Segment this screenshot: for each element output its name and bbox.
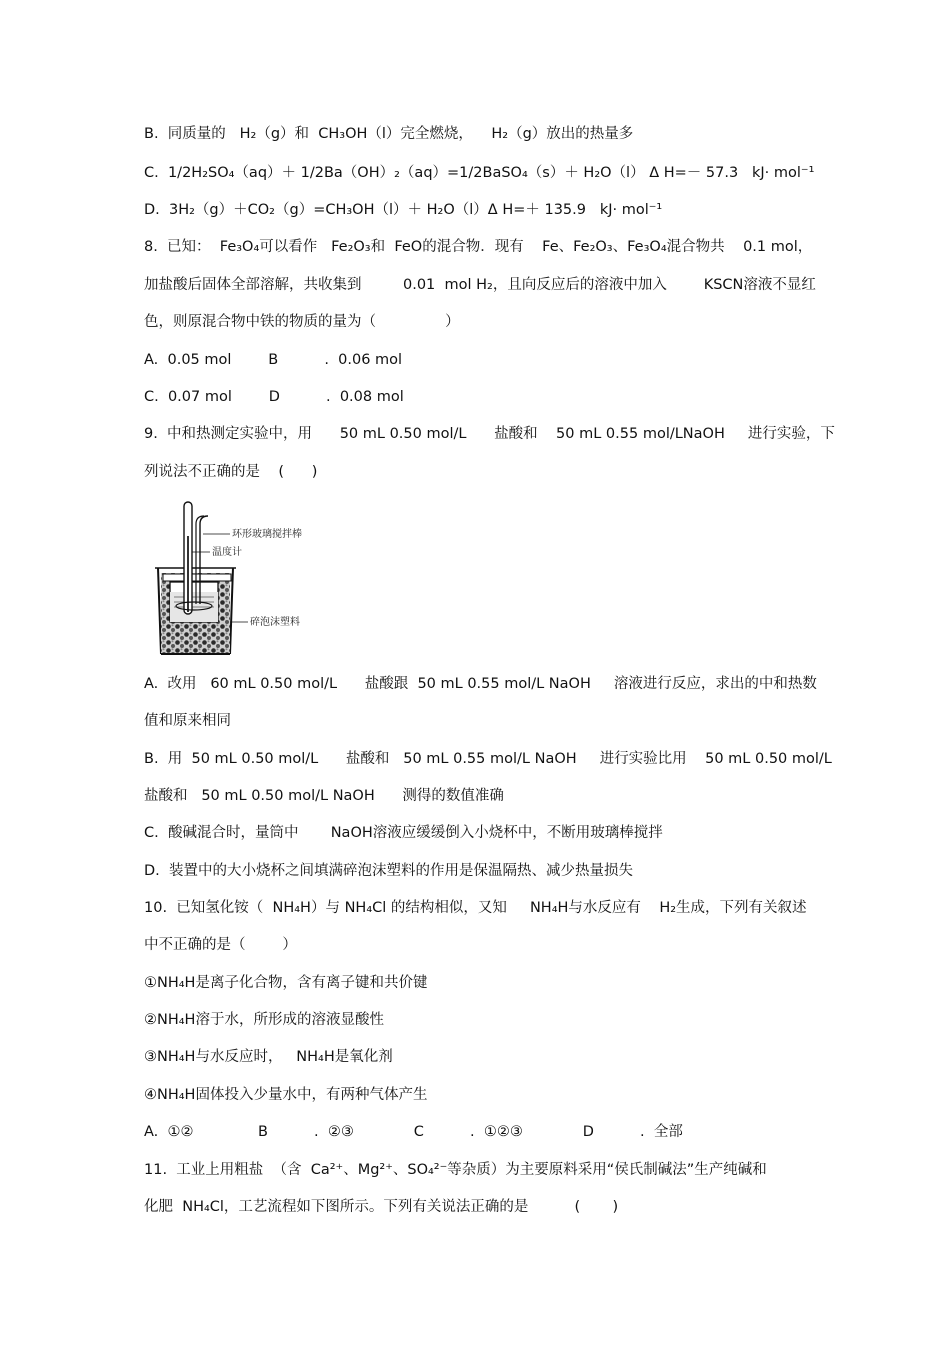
- q8-options-cd: C. 0.07 mol D . 0.08 mol: [144, 389, 404, 405]
- q9-stem-line1: 9. 中和热测定实验中，用 50 mL 0.50 mol/L 盐酸和 50 mL 0.55 mol/LNaOH 进行实验，下: [144, 426, 835, 442]
- q10-statement-2: ②NH₄H溶于水，所形成的溶液显酸性: [144, 1012, 384, 1028]
- thermometer: [184, 502, 192, 614]
- q10-stem-line1: 10. 已知氢化铵（ NH₄H）与 NH₄Cl 的结构相似，又知 NH₄H与水反应有 H₂生成，下列有关叙述: [144, 900, 807, 916]
- q9-option-b-line1: B. 用 50 mL 0.50 mol/L 盐酸和 50 mL 0.55 mol/L NaOH 进行实验比用 50 mL 0.50 mol/L: [144, 751, 832, 767]
- q7-option-b: B. 同质量的 H₂（g）和 CH₃OH（l）完全燃烧， H₂（g）放出的热量多: [144, 126, 634, 142]
- q10-statement-3: ③NH₄H与水反应时， NH₄H是氧化剂: [144, 1049, 393, 1065]
- label-foam: 碎泡沫塑料: [250, 617, 300, 628]
- q10-statement-4: ④NH₄H固体投入少量水中，有两种气体产生: [144, 1087, 428, 1103]
- lid: [163, 574, 231, 581]
- q10-statement-1: ①NH₄H是离子化合物，含有离子键和共价键: [144, 975, 428, 991]
- q9-option-c: C. 酸碱混合时，量筒中 NaOH溶液应缓缓倒入小烧杯中，不断用玻璃棒搅拌: [144, 825, 663, 841]
- q9-option-a-line1: A. 改用 60 mL 0.50 mol/L 盐酸跟 50 mL 0.55 mol/L NaOH 溶液进行反应，求出的中和热数: [144, 676, 817, 692]
- label-stirrer: 环形玻璃搅拌棒: [232, 529, 302, 540]
- q8-stem-line2: 加盐酸后固体全部溶解，共收集到 0.01 mol H₂，且向反应后的溶液中加入 KSCN溶液不显红: [144, 277, 816, 293]
- q7-option-d: D. 3H₂（g）＋CO₂（g）=CH₃OH（l）＋ H₂O（l）Δ H=＋ 135.9 kJ· mol⁻¹: [144, 202, 663, 218]
- q9-option-d: D. 装置中的大小烧杯之间填满碎泡沫塑料的作用是保温隔热、减少热量损失: [144, 863, 633, 879]
- label-thermometer: 温度计: [212, 547, 242, 558]
- q11-stem-line2: 化肥 NH₄Cl，工艺流程如下图所示。下列有关说法正确的是 ( ): [144, 1199, 619, 1215]
- q9-option-b-line2: 盐酸和 50 mL 0.50 mol/L NaOH 测得的数值准确: [144, 788, 504, 804]
- q11-stem-line1: 11. 工业上用粗盐 （含 Ca²⁺、Mg²⁺、SO₄²⁻等杂质）为主要原料采用“侯氏制碱法”生产纯碱和: [144, 1162, 767, 1178]
- q10-stem-line2: 中不正确的是（ ）: [144, 937, 297, 953]
- q9-stem-line2: 列说法不正确的是 ( ): [144, 464, 318, 480]
- q8-options-ab: A. 0.05 mol B . 0.06 mol: [144, 352, 403, 368]
- q10-options: A. ①② B . ②③ C . ①②③ D . 全部: [144, 1124, 683, 1140]
- q8-stem-line3: 色，则原混合物中铁的物质的量为（ ）: [144, 314, 460, 330]
- q7-option-c: C. 1/2H₂SO₄（aq）＋ 1/2Ba（OH）₂（aq）=1/2BaSO₄（s）＋ H₂O（l） Δ H=－ 57.3 kJ· mol⁻¹: [144, 165, 815, 181]
- q8-stem-line1: 8. 已知： Fe₃O₄可以看作 Fe₂O₃和 FeO的混合物．现有 Fe、Fe₂O₃、Fe₃O₄混合物共 0.1 mol，: [144, 239, 813, 255]
- q9-option-a-line2: 值和原来相同: [144, 713, 231, 729]
- calorimeter-figure: [148, 496, 318, 664]
